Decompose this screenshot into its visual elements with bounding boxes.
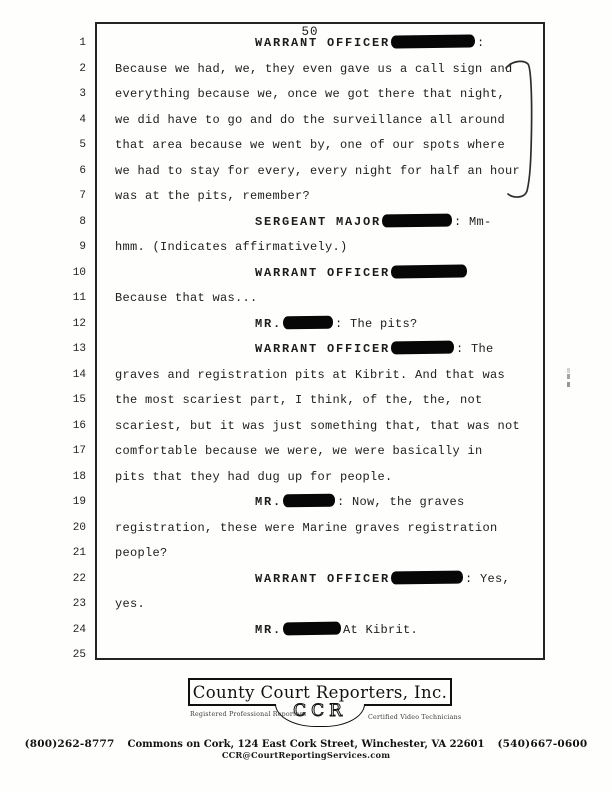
line-text: Because that was... [115,291,258,305]
redaction-bar [283,494,335,508]
line-text: people? [115,546,168,560]
line-content [115,541,168,567]
line-number: 1 [79,37,86,49]
line-number: 20 [72,521,86,534]
transcript-line [70,133,550,159]
line-content [115,516,498,542]
line-number: 16 [72,419,86,432]
transcript-line [70,567,550,593]
redaction-bar [391,264,467,278]
transcript-line [70,439,550,465]
line-number: 2 [79,62,86,75]
transcript-line [70,414,550,440]
tagline-right: Certified Video Technicians [368,714,462,721]
line-content [115,363,505,389]
transcript-line [70,57,550,83]
line-content [115,388,483,414]
redaction-bar [382,213,452,227]
line-content [115,592,145,618]
transcript-line [70,286,550,312]
line-text: comfortable because we were, we were basically in [115,444,483,458]
line-number: 17 [72,445,86,457]
redaction-bar [283,315,333,329]
line-text: we had to stay for every, every night for half an hour [115,163,521,178]
line-content [115,465,393,491]
speaker-label: WARRANT OFFICER [255,571,391,586]
line-text: Because we had, we, they even gave us a call sign and [115,61,513,76]
redaction-bar [391,341,454,355]
line-text: everything because we, once we got there that night, [115,87,506,101]
email: CCR@CourtReportingServices.com [221,750,391,760]
transcript-line [70,363,550,389]
line-text: registration, these were Marine graves registration [115,520,498,535]
line-text: : Yes, [465,571,511,586]
line-number: 21 [72,547,86,559]
transcript-line [70,337,550,363]
line-text: we did have to go and do the surveillance all around [115,112,506,127]
line-text: : Mm- [454,214,492,229]
transcript-line [70,235,550,261]
redaction-bar [391,570,463,584]
line-number: 6 [79,164,86,177]
transcript-line [70,159,550,185]
transcript-line [70,592,550,618]
transcript-line [70,210,550,236]
transcript-line [70,618,550,644]
line-number: 18 [72,470,86,483]
line-content [255,261,469,287]
line-number: 11 [72,292,86,304]
line-content [115,133,505,159]
line-content [255,490,465,516]
line-content [255,567,510,593]
line-text: the most scariest part, I think, of the, the, not [115,393,483,407]
redaction-bar [391,34,475,48]
contact-line [0,738,612,750]
line-text: that area because we went by, one of our spots where [115,138,506,152]
line-number: 8 [79,215,86,228]
line-content [115,108,505,134]
line-text: : [477,36,485,50]
line-text: : Now, the graves [337,495,465,509]
line-text: : The [456,342,494,356]
redaction-bar [283,621,341,635]
line-number: 7 [79,190,86,202]
transcript-line [70,108,550,134]
line-number: 10 [72,266,86,279]
transcript-line [70,490,550,516]
transcript-line [70,541,550,567]
line-number: 13 [72,343,86,355]
line-number: 5 [79,139,86,151]
company-name: County Court Reporters, Inc. [192,682,448,702]
margin-bracket-annotation [502,57,536,205]
line-text: graves and registration pits at Kibrit. And that was [115,367,506,382]
speaker-label: SERGEANT MAJOR [255,214,382,229]
speaker-label: WARRANT OFFICER [255,265,391,280]
stray-scan-mark [567,374,570,379]
speaker-label: MR. [255,316,283,331]
transcript-line [70,261,550,287]
line-number: 23 [72,598,86,610]
transcript-line [70,465,550,491]
line-number: 24 [72,623,86,636]
line-text: scariest, but it was just something that, that was not [115,418,521,433]
transcript-lines [70,31,550,669]
line-number: 9 [79,241,86,253]
line-number: 14 [72,368,86,381]
line-content [255,31,485,57]
line-content [255,312,418,338]
tagline-left: Registered Professional Reporters [190,711,307,718]
line-number: 3 [79,88,86,100]
transcript-line [70,643,550,669]
transcript-line [70,184,550,210]
line-number: 25 [72,649,86,661]
line-text: was at the pits, remember? [115,189,311,203]
address: Commons on Cork, 124 East Cork Street, Winchester, VA 22601 [127,739,485,750]
line-text: At Kibrit. [343,622,419,637]
line-number: 22 [72,572,86,585]
speaker-label: WARRANT OFFICER [255,342,391,356]
speaker-label: WARRANT OFFICER [255,36,391,50]
line-content [255,210,492,236]
phone-left: (800)262-8777 [24,738,115,750]
line-content [115,159,520,185]
line-text: hmm. (Indicates affirmatively.) [115,240,348,254]
transcript-line [70,312,550,338]
line-content [115,57,513,83]
speaker-label: MR. [255,622,283,637]
line-content [115,82,505,108]
line-content [255,337,494,363]
transcript-line [70,31,550,57]
line-content [115,439,483,465]
line-text: pits that they had dug up for people. [115,469,393,484]
speaker-label: MR. [255,495,283,509]
phone-right: (540)667-0600 [497,738,588,750]
line-content [115,414,520,440]
line-text: yes. [115,597,146,611]
transcript-line [70,516,550,542]
line-content [115,184,310,210]
line-number: 19 [72,496,86,508]
page-number: 50 [301,25,319,39]
line-content [115,235,348,261]
line-content [255,618,418,644]
line-text: : The pits? [335,316,418,331]
line-number: 12 [72,317,86,330]
company-abbreviation: CCR [293,701,347,721]
transcript-line [70,82,550,108]
line-content [115,286,258,312]
line-number: 15 [72,394,86,406]
transcript-line [70,388,550,414]
line-number: 4 [79,113,86,126]
